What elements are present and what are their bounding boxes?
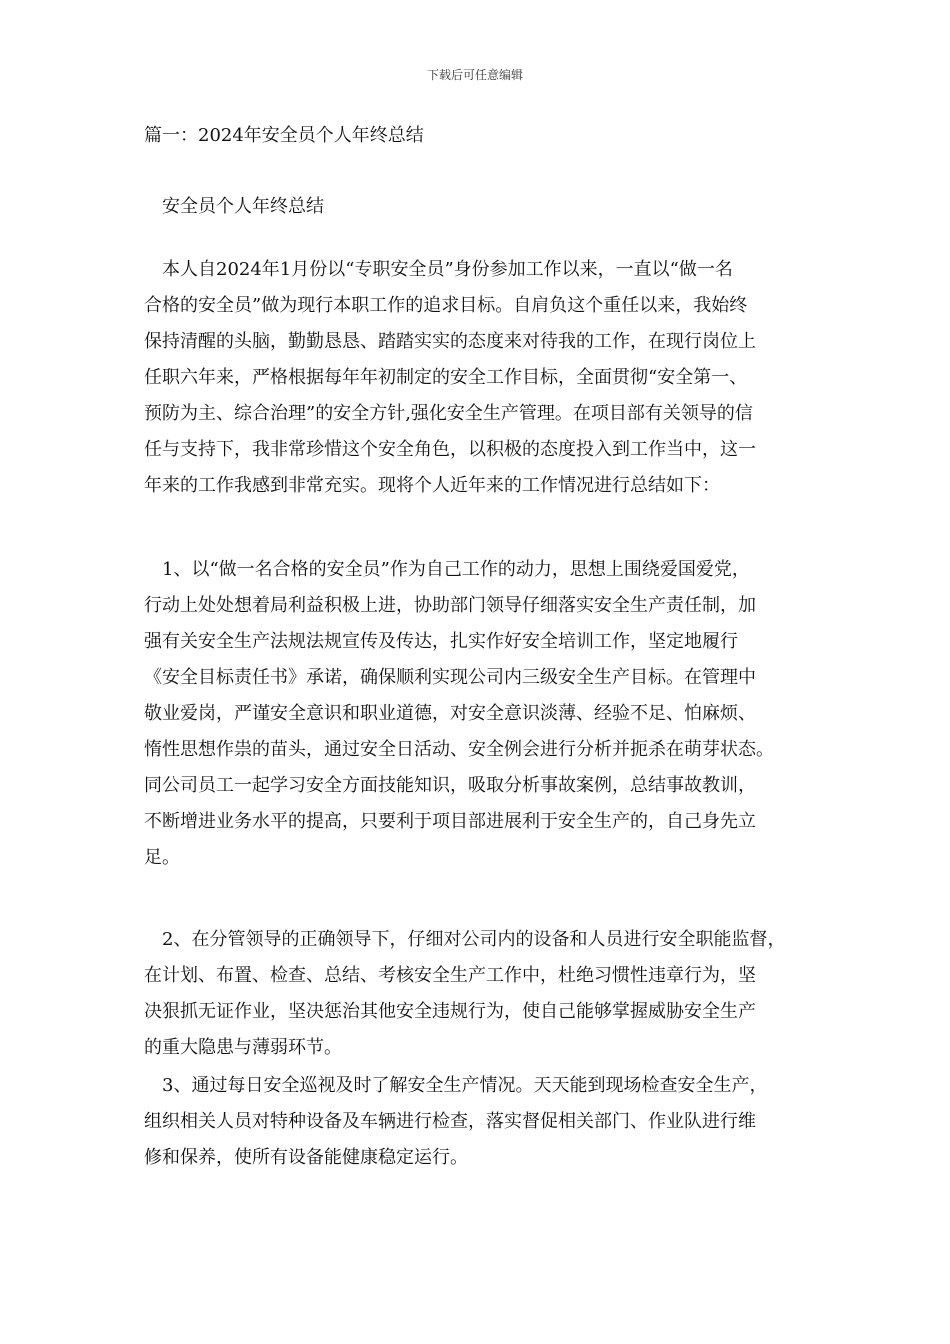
document-title: 篇一：2024年安全员个人年终总结 (144, 125, 424, 146)
text-line: 3、通过每日安全巡视及时了解安全生产情况。天天能到现场检查安全生产， (144, 1075, 768, 1096)
text-line: 合格的安全员”做为现行本职工作的追求目标。自肩负这个重任以来，我始终 (144, 295, 748, 316)
text-line: 同公司员工一起学习安全方面技能知识，吸取分析事故案例，总结事故教训， (144, 775, 756, 796)
text-line: 《安全目标责任书》承诺，确保顺利实现公司内三级安全生产目标。在管理中 (144, 667, 756, 688)
text-line: 保持清醒的头脑，勤勤恳恳、踏踏实实的态度来对待我的工作，在现行岗位上 (144, 331, 756, 352)
paragraph-item-1 (144, 552, 824, 876)
text-line: 任与支持下，我非常珍惜这个安全角色，以积极的态度投入到工作当中，这一 (144, 439, 756, 460)
text-line: 本人自2024年1月份以“专职安全员”身份参加工作以来，一直以“做一名 (144, 259, 733, 280)
text-line: 修和保养，使所有设备能健康稳定运行。 (144, 1147, 468, 1168)
paragraph-intro (144, 252, 824, 504)
text-line: 1、以“做一名合格的安全员”作为自己工作的动力，思想上围绕爱国爱党， (144, 559, 750, 580)
text-line: 组织相关人员对特种设备及车辆进行检查，落实督促相关部门、作业队进行维 (144, 1111, 756, 1132)
page-header: 下载后可任意编辑 (426, 68, 523, 82)
text-line: 行动上处处想着局利益积极上进，协助部门领导仔细落实安全生产责任制，加 (144, 595, 756, 616)
text-line: 年来的工作我感到非常充实。现将个人近年来的工作情况进行总结如下： (144, 475, 720, 496)
paragraph-item-2 (144, 922, 824, 1066)
text-line: 预防为主、综合治理”的安全方针,强化安全生产管理。在项目部有关领导的信 (144, 403, 753, 424)
text-line: 任职六年来，严格根据每年年初制定的安全工作目标，全面贯彻“安全第一、 (144, 367, 748, 388)
document-subtitle: 安全员个人年终总结 (162, 196, 324, 217)
paragraph-item-3 (144, 1068, 824, 1176)
text-line: 的重大隐患与薄弱环节。 (144, 1037, 342, 1058)
text-line: 在计划、布置、检查、总结、考核安全生产工作中，杜绝习惯性违章行为，坚 (144, 965, 756, 986)
text-line: 决狠抓无证作业，坚决惩治其他安全违规行为，使自己能够掌握威胁安全生产 (144, 1001, 756, 1022)
text-line: 惰性思想作祟的苗头，通过安全日活动、安全例会进行分析并扼杀在萌芽状态。 (144, 739, 774, 760)
text-line: 敬业爱岗，严谨安全意识和职业道德，对安全意识淡薄、经验不足、怕麻烦、 (144, 703, 756, 724)
text-line: 足。 (144, 847, 180, 868)
text-line: 2、在分管领导的正确领导下，仔细对公司内的设备和人员进行安全职能监督， (144, 929, 786, 950)
text-line: 强有关安全生产法规法规宣传及传达，扎实作好安全培训工作，坚定地履行 (144, 631, 738, 652)
text-line: 不断增进业务水平的提高，只要利于项目部进展利于安全生产的，自己身先立 (144, 811, 756, 832)
